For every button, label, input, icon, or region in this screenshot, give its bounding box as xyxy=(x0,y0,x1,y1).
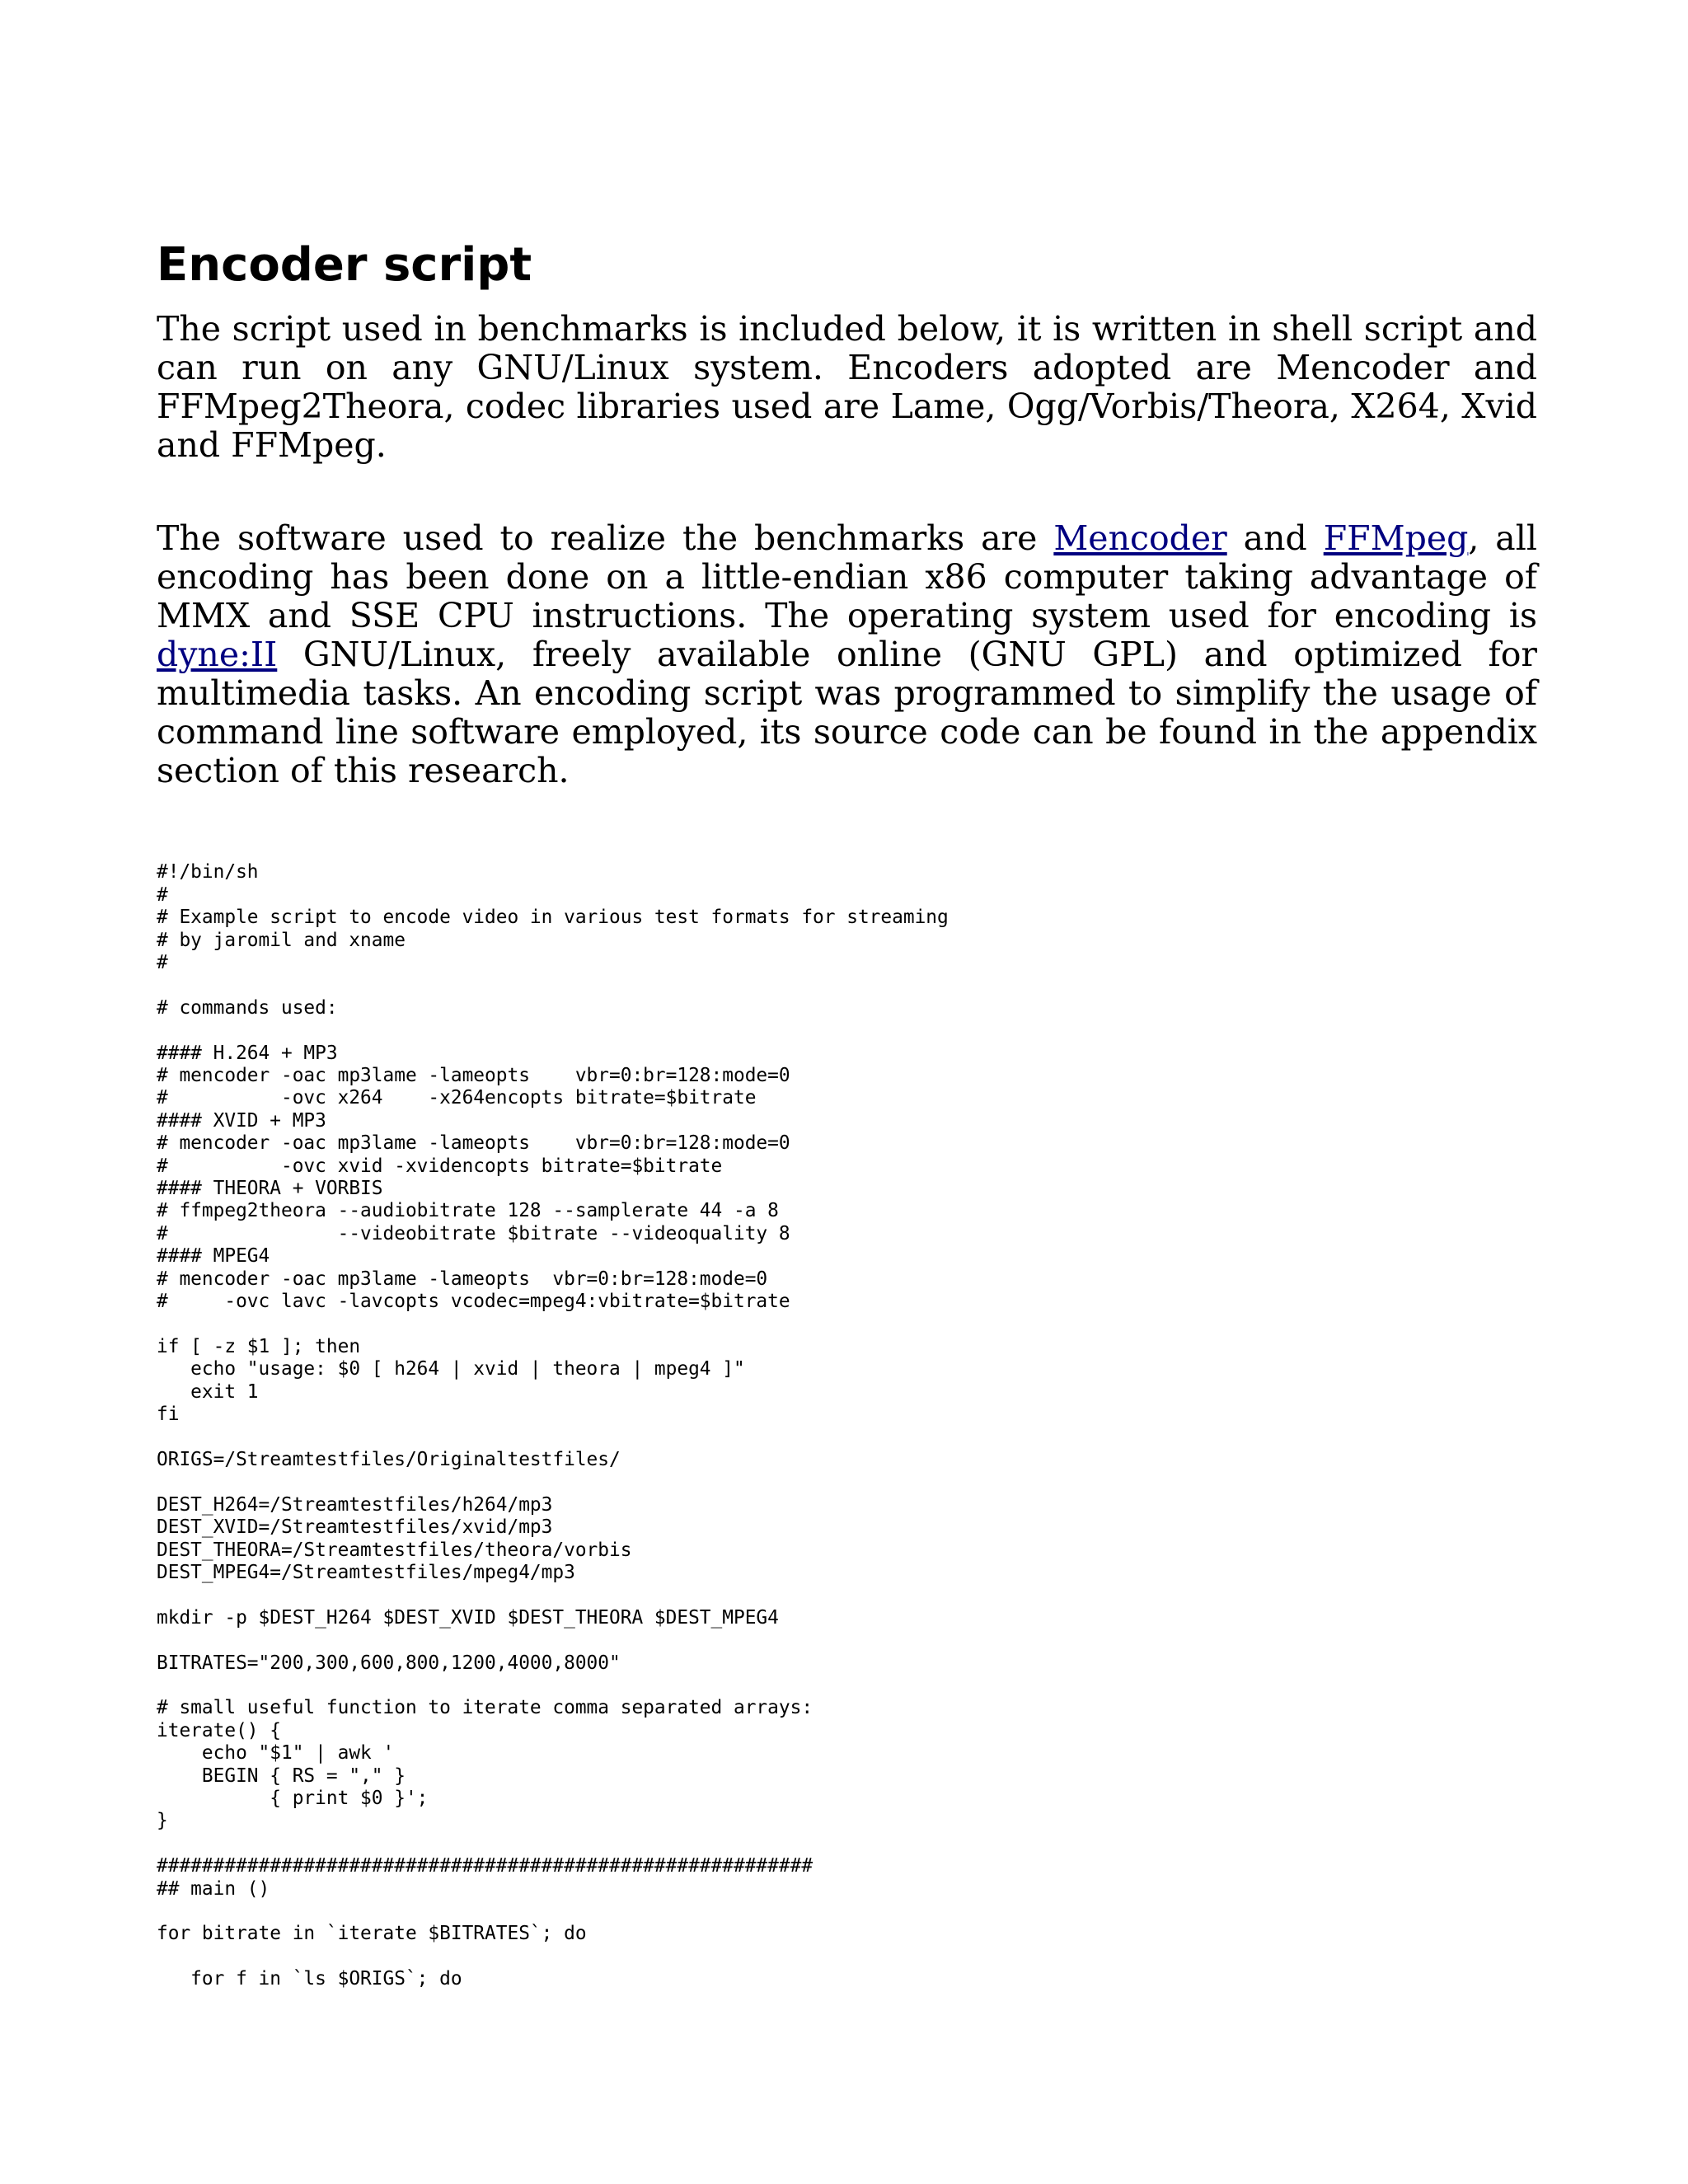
section-heading: Encoder script xyxy=(157,238,532,292)
dyne-link[interactable]: dyne:II xyxy=(157,635,278,675)
paragraph-text: GNU/Linux, freely available online (GNU GPL) and optimized for multimedia tasks. An encoding script was programmed to simplify the usage of command line software employed, its source code can be found in the appendix section of this research. xyxy=(157,635,1537,791)
ffmpeg-link[interactable]: FFMpeg xyxy=(1323,518,1469,559)
paragraph-text: and xyxy=(1226,518,1324,559)
software-paragraph xyxy=(157,519,1537,790)
encoder-script-code: #!/bin/sh # # Example script to encode video in various test formats for streaming # by jaromil and xname # # commands used: #### H.264 + MP3 # mencoder -oac mp3lame -lameopts vbr=0:br=128:mode=0 # -ovc x264 -x264encopts bitrate=$bitrate #### XVID + MP3 # mencoder -oac mp3lame -lameopts vbr=0:br=128:mode=0 # -ovc xvid -xvidencopts bitrate=$bitrate #### THEORA + VORBIS # ffmpeg2theora --audiobitrate 128 --samplerate 44 -a 8 # --videobitrate $bitrate --videoquality 8 #### MPEG4 # mencoder -oac mp3lame -lameopts vbr=0:br=128:mode=0 # -ovc lavc -lavcopts vcodec=mpeg4:vbitrate=$bitrate if [ -z $1 ]; then echo "usage: $0 [ h264 | xvid | theora | mpeg4 ]" exit 1 fi ORIGS=/Streamtestfiles/Originaltestfiles/ DEST_H264=/Streamtestfiles/h264/mp3 DEST_XVID=/Streamtestfiles/xvid/mp3 DEST_THEORA=/Streamtestfiles/theora/vorbis DEST_MPEG4=/Streamtestfiles/mpeg4/mp3 mkdir -p $DEST_H264 $DEST_XVID $DEST_THEORA $DEST_MPEG4 BITRATES="200,300,600,800,1200,4000,8000" # small useful function to iterate comma separated arrays: iterate() { echo "$1" | awk ' BEGIN { RS = "," } { print $0 }'; } ########################################################## ## main () for bitrate in `iterate $BITRATES`; do for f in `ls $ORIGS`; do xyxy=(157,861,949,1990)
mencoder-link[interactable]: Mencoder xyxy=(1053,518,1227,559)
paragraph-text: , all encoding has been done on a little-endian x86 computer taking advantage of MMX and SSE CPU instructions. The operating system used for encoding is xyxy=(157,518,1537,636)
document-page xyxy=(157,239,1537,1991)
paragraph-text: The software used to realize the benchmarks are xyxy=(157,518,1054,559)
intro-paragraph: The script used in benchmarks is included below, it is written in shell script and can run on any GNU/Linux system. Encoders adopted are Mencoder and FFMpeg2Theora, codec libraries used are Lame, Ogg/Vorbis/Theora, X264, Xvid and FFMpeg. xyxy=(157,309,1537,466)
